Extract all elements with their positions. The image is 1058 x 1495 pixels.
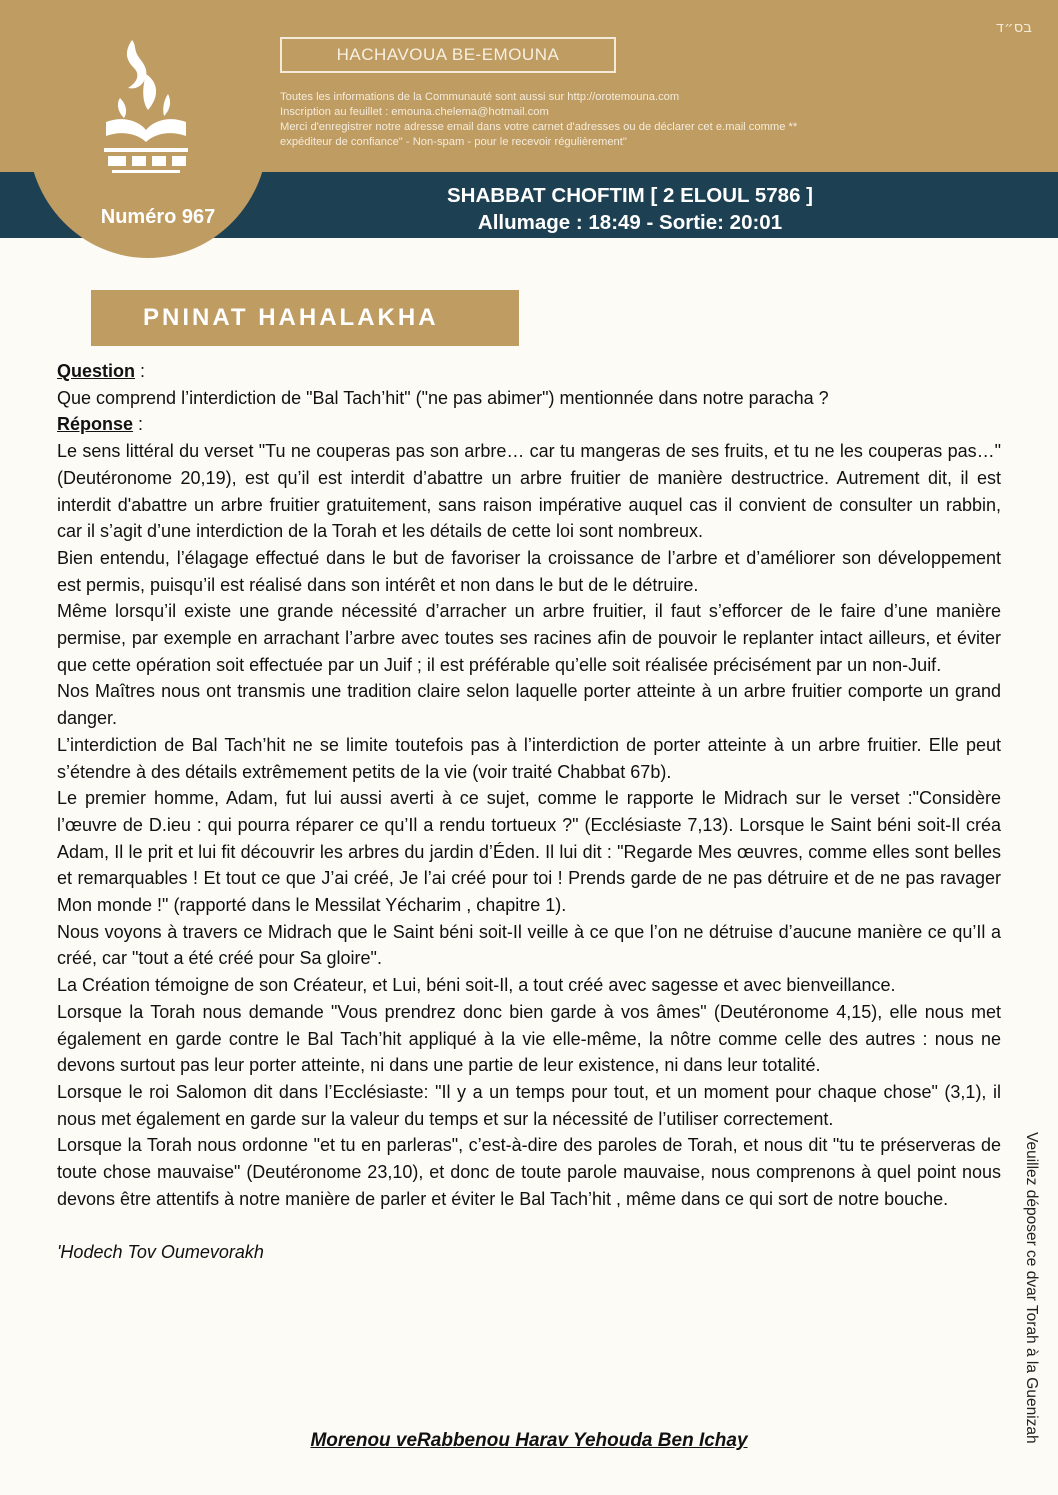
paragraph: Lorsque la Torah nous ordonne "et tu en parleras", c’est-à-dire des paroles de Torah, et nous dit "tu te préserveras de toute chose mauvaise" (Deutéronome 23,10), et donc de toute parole mauvaise, nous comprenons à quel point nous devons être attentifs à notre manière de parler et éviter le Bal Tach’hit , même dans ce qui sort de notre bouche. <box>57 1135 1001 1209</box>
paragraph: Bien entendu, l’élagage effectué dans le but de favoriser la croissance de l’arbre et d’améliorer son développement est permis, puisqu’il est réalisé dans son intérêt et non dans le but de le détruire. <box>57 547 1001 595</box>
paragraph: Nous voyons à travers ce Midrach que le Saint béni soit-Il veille à ce que l’on ne détruise d’aucune manière ce qu’Il a créé, car "tout a été créé pour Sa gloire". <box>57 921 1001 969</box>
bsd-mark: בס״ד <box>995 18 1032 36</box>
newsletter-title: HACHAVOUA BE-EMOUNA <box>280 37 616 73</box>
paragraph: Le sens littéral du verset "Tu ne couperas pas son arbre… car tu mangeras de ses fruits, et tu ne les couperas pas…" (Deutéronome 20,19), est qu’il est interdit d’abattre un arbre fruitier de manière destructrice. Autrement dit, il est interdit d'abattre un arbre fruitier gratuitement, sans raison impérative auquel cas il convient de consulter un rabbin, car il s’agit d’une interdiction de la Torah et les détails de cette loi sont nombreux. <box>57 441 1001 542</box>
issue-number: Numéro 967 <box>100 206 216 228</box>
article-body <box>57 358 1001 1266</box>
author-line: Morenou veRabbenou Harav Yehouda Ben Ichay <box>310 1430 748 1451</box>
paragraph: Même lorsqu’il existe une grande nécessité d’arracher un arbre fruitier, il faut s’efforcer de le faire d’une manière permise, par exemple en arrachant l’arbre avec toutes ses racines afin de pouvoir le replanter intact ailleurs, et éviter que cette opération soit effectuée par un Juif ; il est préférable qu’elle soit réalisée précisément par un non-Juif. <box>57 601 1001 675</box>
guenizah-note-text: Veuillez déposer ce dvar Torah à la Guenizah <box>1023 1132 1040 1444</box>
paragraph: Le premier homme, Adam, fut lui aussi averti à ce sujet, comme le rapporte le Midrach sur le verset :"Considère l’œuvre de D.ieu : qui pourra réparer ce qu’Il a rendu tortueux ?" (Ecclésiaste 7,13). Lorsque le Saint béni soit-Il créa Adam, Il le prit et lui fit découvrir les arbres du jardin d’Éden. Il lui dit : "Regarde Mes œuvres, comme elles sont belles et remarquables ! Et tout ce que J’ai créé, Je l’ai créé pour toi ! Prends garde de ne pas détruire et de ne pas ravager Mon monde !" (rapporté dans le Messilat Yécharim , chapitre 1). <box>57 788 1001 916</box>
candle-times: Allumage : 18:49 - Sortie: 20:01 <box>477 211 783 234</box>
question-text: Que comprend l’interdiction de "Bal Tach’hit" ("ne pas abimer") mentionnée dans notre paracha ? <box>57 387 829 408</box>
guenizah-note <box>1014 1132 1044 1480</box>
section-title: PNINAT HAHALAKHA <box>91 290 519 346</box>
paragraph: L’interdiction de Bal Tach’hit ne se limite toutefois pas à l’interdiction de porter atteinte à un arbre fruitier. Elle peut s’étendre à des détails extrêmement petits de la vie (voir traité Chabbat 67b). <box>57 734 1001 782</box>
info-line: Inscription au feuillet : emouna.chelema@hotmail.com <box>280 106 549 118</box>
answer-heading: Réponse : <box>57 414 144 435</box>
paragraph: Nos Maîtres nous ont transmis une tradition claire selon laquelle porter atteinte à un arbre fruitier comporte un grand danger. <box>57 681 1001 729</box>
shabbat-name: SHABBAT CHOFTIM [ 2 ELOUL 5786 ] <box>447 184 813 207</box>
info-block <box>280 90 930 150</box>
shabbat-info <box>400 182 860 236</box>
emouna-logo-icon <box>98 38 194 178</box>
info-line: Toutes les informations de la Communauté sont aussi sur http://orotemouna.com <box>280 91 680 103</box>
paragraph: Lorsque la Torah nous demande "Vous prendrez donc bien garde à vos âmes" (Deutéronome 4,15), elle nous met également en garde contre le Bal Tach’hit appliqué à la vie elle-même, la nôtre comme celle des autres : nous ne devons surtout pas leur porter atteinte, ni dans une partie de leur existence, ni dans leur totalité. <box>57 1001 1001 1076</box>
info-line: expéditeur de confiance" - Non-spam - pour le recevoir régulièrement" <box>280 136 627 148</box>
paragraph: La Création témoigne de son Créateur, et Lui, béni soit-Il, a tout créé avec sagesse et avec bienveillance. <box>57 975 896 996</box>
question-heading: Question : <box>57 361 146 381</box>
signoff: 'Hodech Tov Oumevorakh <box>57 1242 264 1263</box>
info-line: Merci d'enregistrer notre adresse email dans votre carnet d'adresses ou de déclarer cet e.mail comme ** <box>280 121 798 133</box>
paragraph: Lorsque le roi Salomon dit dans l’Ecclésiaste: "Il y a un temps pour tout, et un moment pour chaque chose" (3,1), il nous met également en garde sur la valeur du temps et sur la nécessité de l’utiliser correctement. <box>57 1081 1001 1129</box>
